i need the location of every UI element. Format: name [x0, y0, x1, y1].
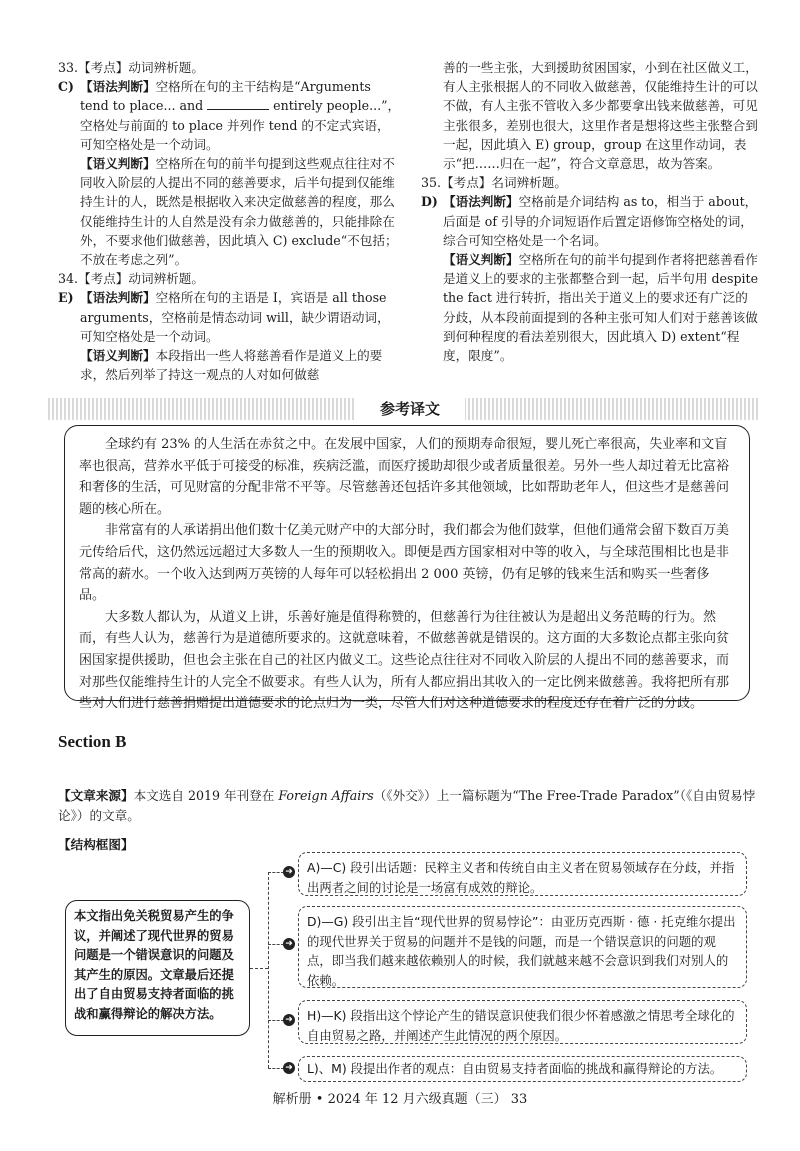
- q35-meaning-judgement: [443, 250, 759, 365]
- translation-paragraph-2: 非常富有的人承诺捐出他们数十亿美元财产中的大部分时，我们都会为他们鼓掌，但他们通常会留下数百万美元传给后代，这仍然远远超过大多数人一生的预期收入。即便是西方国家相对中等的收入，与全球范围相比也是非常高的薪水。一个收入达到两万英镑的人每年可以轻松捐出 2 000 英镑，仍有足够的钱来生活和购买一些奢侈品。: [79, 523, 730, 604]
- source-text-2: （《外交》）上一篇标题为“The Free-Trade Paradox”（《自由贸易悖论》）的文章。: [58, 788, 756, 823]
- q34-meaning-text-left: 本段指出一些人将慈善看作是道义上的要求，然后列举了持这一观点的人对如何做慈: [80, 348, 383, 383]
- blank-underline: [207, 97, 269, 110]
- arrow-icon: ➜: [283, 1062, 295, 1074]
- meaning-tag: 【语义判断】: [80, 156, 156, 172]
- question-34-continued: [421, 58, 759, 173]
- structure-node-1: A)—C) 段引出话题：民粹主义者和传统自由主义者在贸易领域存在分歧，并指出两者之间的讨论是一场富有成效的辩论。: [298, 852, 747, 896]
- question-33-heading: 33.【考点】动词辨析题。: [58, 60, 204, 75]
- structure-node-2: D)—G) 段引出主旨“现代世界的贸易悖论”：由亚历克西斯 · 德 · 托克维尔提出的现代世界关于贸易的问题并不是钱的问题，而是一个错误意识的问题的观点，即当我们越来越依赖别人的时候，我们就越来越不会意识到我们对别人的依赖。: [298, 906, 747, 988]
- grammar-tag: 【语法判断】: [80, 290, 156, 306]
- question-35-answer: D): [421, 194, 438, 210]
- question-35-heading: 35.【考点】名词辨析题。: [421, 175, 567, 191]
- meaning-tag: 【语义判断】: [443, 252, 519, 268]
- question-35-explanation: [421, 173, 759, 365]
- q34-meaning-judgement-left: [80, 346, 401, 384]
- q33-meaning-text: 空格所在句的前半句提到这些观点往往对不同收入阶层的人提出不同的慈善要求，后半句提到仅能维持生计的人，既然是根据收入来决定做慈善的程度，那么仅能维持生计的人自然是没有余力做慈善的，只能排除在外，不要求他们做慈善，因此填入 C) exclude“不包括；不放在考虑之列”。: [80, 156, 398, 268]
- question-34-explanation: [58, 269, 401, 384]
- question-34-answer: E): [58, 290, 74, 306]
- translation-box: [64, 425, 750, 712]
- question-33-explanation: [58, 58, 401, 269]
- structure-node-3: H)—K) 段指出这个悖论产生的错误意识使我们很少怀着感激之情思考全球化的自由贸易之路，并阐述产生此情况的两个原因。: [298, 1000, 747, 1044]
- q35-grammar-judgement: [443, 192, 759, 250]
- diagram-vertical-connector: [268, 872, 269, 1068]
- page-footer: 解析册 • 2024 年 12 月六级真题（三） 33: [272, 1092, 528, 1107]
- q34-grammar-text: 空格所在句的主语是 I，宾语是 all those arguments，空格前是情态动词 will，缺少谓语动词，可知空格处是一个动词。: [80, 290, 390, 344]
- grammar-tag: 【语法判断】: [80, 79, 156, 95]
- article-source: [58, 786, 758, 826]
- left-column: [58, 58, 401, 384]
- grammar-tag: 【语法判断】: [443, 194, 519, 210]
- q35-grammar-text: 空格前是介词结构 as to，相当于 about，后面是 of 引导的介词短语作后置定语修饰空格处的词，综合可知空格处是一个名词。: [443, 194, 758, 248]
- q33-grammar-text-2: entirely people...”，空格处与前面的 to place 并列作 tend 的不定式宾语，可知空格处是一个动词。: [80, 98, 401, 152]
- section-b-heading: Section B: [58, 732, 127, 751]
- structure-node-4: L)、M) 段提出作者的观点：自由贸易支持者面临的挑战和赢得辩论的方法。: [298, 1056, 747, 1082]
- q34-meaning-judgement-right: 善的一些主张，大到援助贫困国家，小到在社区做义工，有人主张根据人的不同收入做慈善，仅能维持生计的可以不做，有人主张不管收入多少都要拿出钱来做慈善，可见主张很多，差别也很大，这里作者是想将这些主张整合到一起，因此填入 E) group，group 在这里作动词，表示“把……归在一起”，符合文章意思，故为答案。: [443, 60, 758, 172]
- source-text-1: 本文选自 2019 年刊登在: [133, 788, 279, 803]
- summary-connector: [250, 968, 268, 969]
- source-journal: Foreign Affairs: [278, 788, 374, 803]
- summary-box: 本文指出免关税贸易产生的争议，并阐述了现代世界的贸易问题是一个错误意识的问题及其产生的原因。文章最后还提出了自由贸易支持者面临的挑战和赢得辩论的解决方法。: [65, 900, 250, 1036]
- right-column: [421, 58, 759, 365]
- q33-grammar-text-1: 空格所在句的主干结构是“Arguments tend to place... and: [80, 79, 371, 114]
- structure-diagram-title: 【结构框图】: [58, 837, 134, 852]
- q33-meaning-judgement: [80, 154, 401, 269]
- translation-paragraph-3: 大多数人都认为，从道义上讲，乐善好施是值得称赞的，但慈善行为往往被认为是超出义务范畴的行为。然而，有些人认为，慈善行为是道德所要求的。这就意味着，不做慈善就是错误的。这方面的大多数论点都主张向贫困国家提供援助，但也会主张在自己的社区内做义工。这些论点往往对不同收入阶层的人提出不同的慈善要求，而对那些仅能维持生计的人完全不做要求。有些人认为，所有人都应捐出其收入的一定比例来做慈善。我将把所有那些对人们进行慈善捐赠提出道德要求的论点归为一类，尽管人们对这种道德要求的程度还存在着广泛的分歧。: [79, 609, 730, 712]
- q33-grammar-judgement: [80, 77, 401, 154]
- connector-branch-3: [268, 1020, 284, 1021]
- connector-branch-1: [268, 872, 284, 873]
- arrow-icon: ➜: [283, 938, 295, 950]
- arrow-icon: ➜: [283, 866, 295, 878]
- connector-branch-4: [268, 1068, 284, 1069]
- translation-banner-title: 参考译文: [355, 396, 465, 422]
- source-tag: 【文章来源】: [58, 788, 134, 803]
- arrow-icon: ➜: [283, 1014, 295, 1026]
- translation-paragraph-1: 全球约有 23% 的人生活在赤贫之中。在发展中国家，人们的预期寿命很短，婴儿死亡率很高，失业率和文盲率也很高，营养水平低于可接受的标准，疾病泛滥，而医疗援助却很少或者质量很差。另外一些人却过着无比富裕和奢侈的生活，可见财富的分配非常不平等。尽管慈善还包括许多其他领域，比如帮助老年人，但这些才是慈善问题的核心所在。: [79, 437, 730, 517]
- connector-branch-2: [268, 944, 284, 945]
- question-34-heading: 34.【考点】动词辨析题。: [58, 271, 204, 287]
- q34-grammar-judgement: [80, 288, 401, 346]
- meaning-tag: 【语义判断】: [80, 348, 156, 364]
- q35-meaning-text: 空格所在句的前半句提到作者将把慈善看作是道义上的要求的主张都整合到一起，后半句用 despite the fact 进行转折，指出关于道义上的要求还有广泛的分歧，从本段前面提到的各种主张可知人们对于慈善该做到何种程度的看法差别很大，因此填入 D) extent“程度，限度”。: [443, 252, 759, 364]
- question-33-answer: C): [58, 79, 74, 94]
